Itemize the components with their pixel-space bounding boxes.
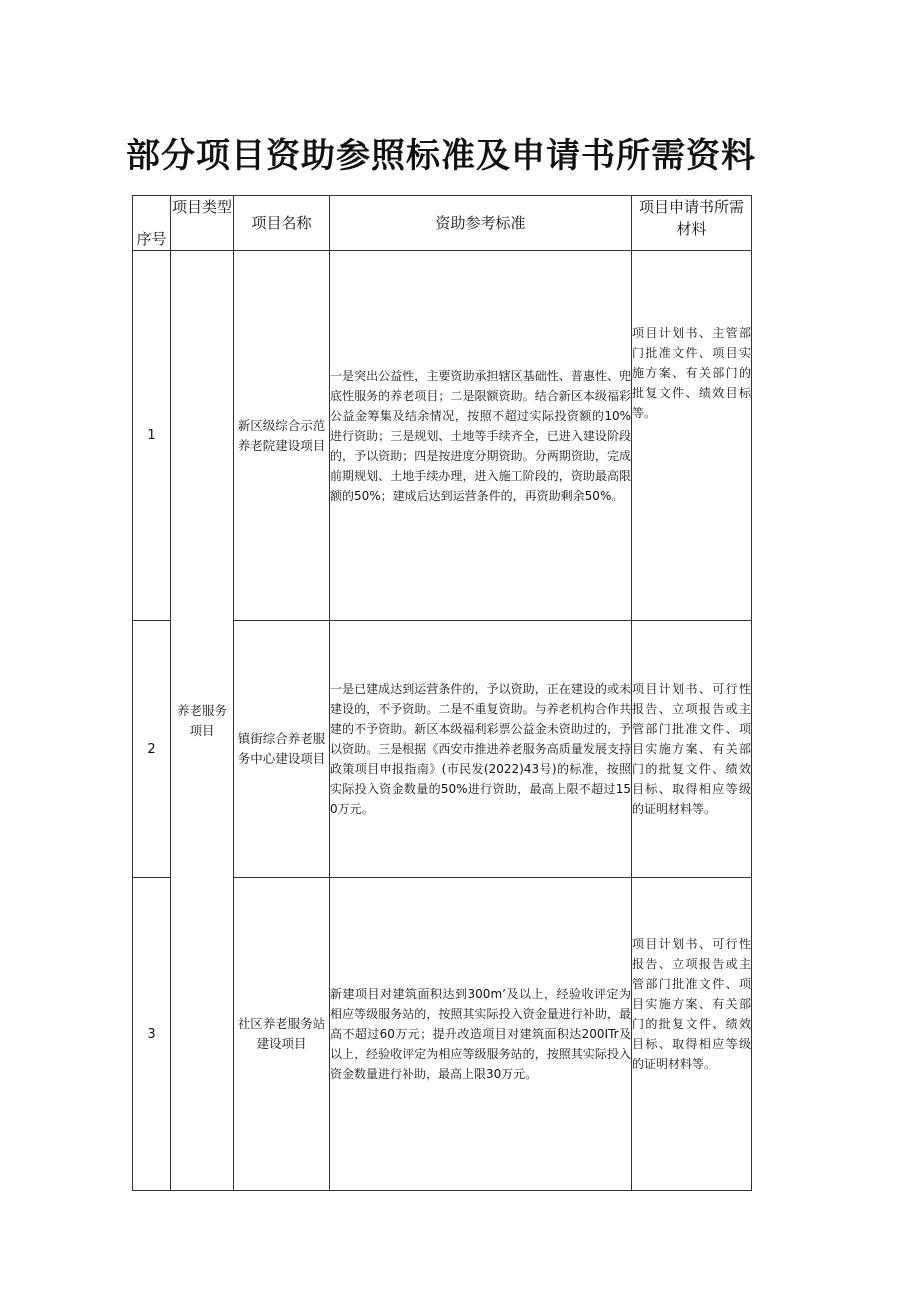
row-seq: 3 <box>133 878 171 1191</box>
row-seq: 2 <box>133 621 171 878</box>
required-materials: 项目计划书、主管部门批准文件、项目实施方案、有关部门的批复文件、绩效目标等。 <box>632 251 752 621</box>
funding-standard: 一是突出公益性，主要资助承担辖区基础性、普惠性、兜底性服务的养老项目；二是限额资助。结合新区本级福彩公益金筹集及结余情况，按照不超过实际投资额的10%进行资助；三是规划、土地等手续齐全，已进入建设阶段的，予以资助；四是按进度分期资助。分两期资助，完成前期规划、土地手续办理，进入施工阶段的，资助最高限额的50%；建成后达到运营条件的，再资助剩余50%。 <box>330 251 632 621</box>
table-header-row <box>133 196 752 251</box>
funding-standards-table <box>132 195 752 1191</box>
funding-standard: 一是已建成达到运营条件的，予以资助，正在建设的或未建设的，不予资助。二是不重复资助。与养老机构合作共建的不予资助。新区本级福利彩票公益金未资助过的，予以资助。三是根据《西安市推进养老服务高质量发展支持政策项目申报指南》(市民发(2022)43号)的标准，按照实际投入资金数量的50%进行资助，最高上限不超过150万元。 <box>330 621 632 878</box>
project-name: 新区级综合示范养老院建设项目 <box>234 251 330 621</box>
header-seq: 序号 <box>133 196 171 251</box>
page-title: 部分项目资助参照标准及申请书所需资料 <box>126 136 756 176</box>
table-row <box>133 251 752 621</box>
funding-standard: 新建项目对建筑面积达到300m’及以上，经验收评定为相应等级服务站的，按照其实际投入资金量进行补助，最高不超过60万元；提升改造项目对建筑面积达200ITr及以上，经验收评定为相应等级服务站的，按照其实际投入资金数量进行补助，最高上限30万元。 <box>330 878 632 1191</box>
row-seq: 1 <box>133 251 171 621</box>
header-materials: 项目申请书所需材料 <box>632 196 752 251</box>
header-standard: 资助参考标准 <box>330 196 632 251</box>
required-materials: 项目计划书、可行性报告、立项报告或主管部门批准文件、项目实施方案、有关部门的批复文件、绩效目标、取得相应等级的证明材料等。 <box>632 878 752 1191</box>
project-type-cell: 养老服务项目 <box>171 251 234 1191</box>
project-name: 镇街综合养老服务中心建设项目 <box>234 621 330 878</box>
header-type: 项目类型 <box>171 196 234 251</box>
project-name: 社区养老服务站建设项目 <box>234 878 330 1191</box>
header-name: 项目名称 <box>234 196 330 251</box>
required-materials: 项目计划书、可行性报告、立项报告或主管部门批准文件、项目实施方案、有关部门的批复文件、绩效目标、取得相应等级的证明材料等。 <box>632 621 752 878</box>
